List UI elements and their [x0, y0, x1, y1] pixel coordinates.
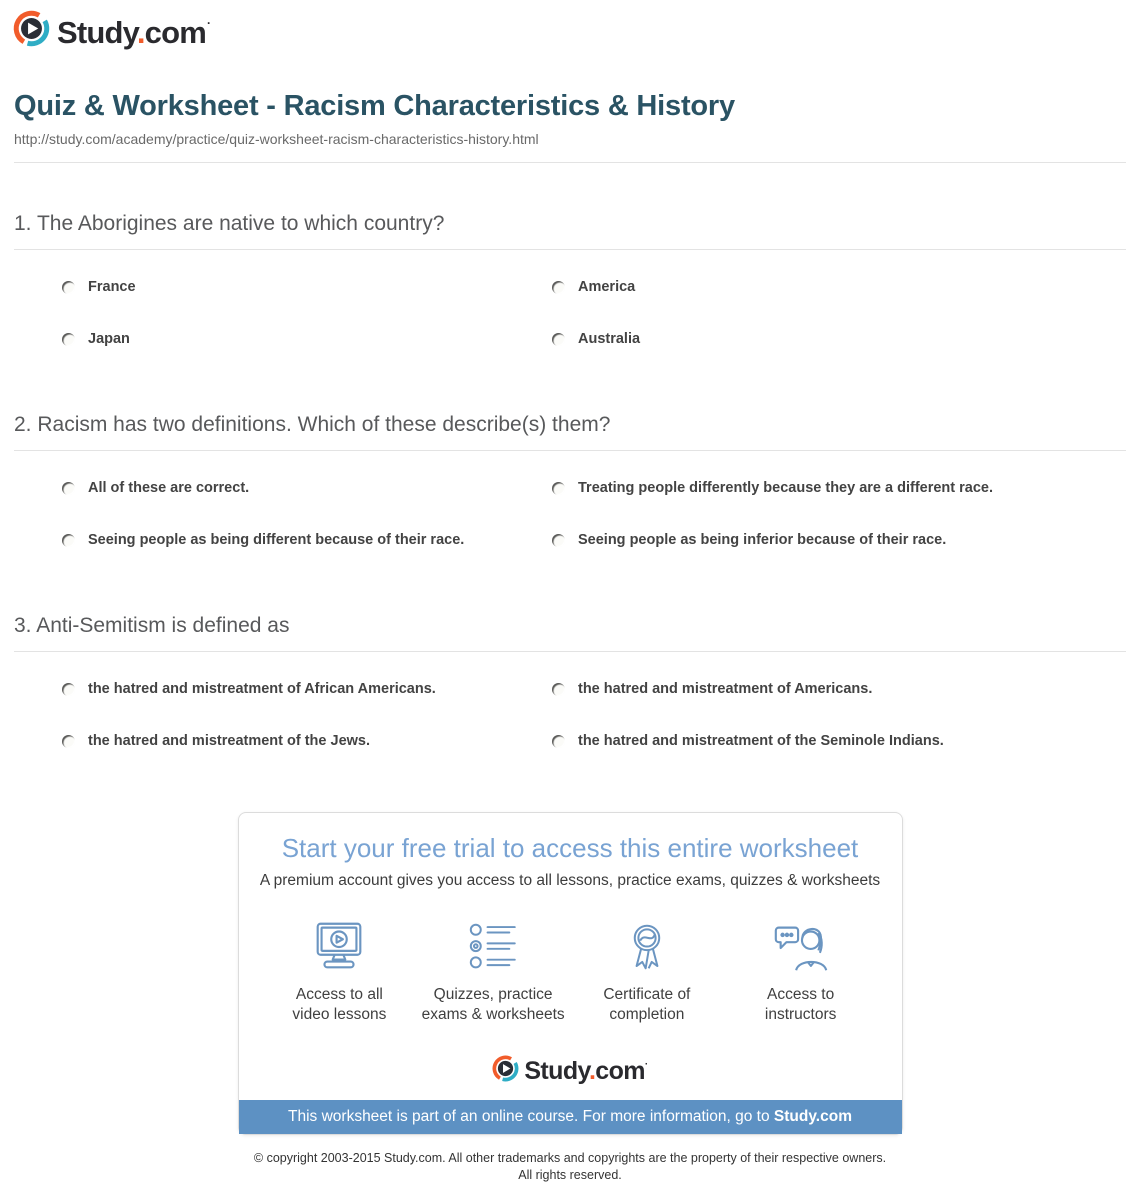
- answer-option-label: the hatred and mistreatment of the Jews.: [88, 733, 371, 749]
- feature-label: Access to all video lessons: [292, 986, 387, 1023]
- radio-button[interactable]: [552, 333, 565, 346]
- answer-option[interactable]: [62, 480, 552, 496]
- answer-option-label: France: [88, 279, 136, 295]
- question-block-1: [0, 212, 1140, 347]
- answer-option-label: All of these are correct.: [88, 480, 250, 496]
- site-logo[interactable]: [0, 0, 1140, 48]
- answer-option-label: Japan: [88, 331, 130, 347]
- logo-word-com: com: [144, 15, 206, 50]
- instructor-chat-icon: [770, 918, 832, 976]
- answer-option[interactable]: [62, 331, 552, 347]
- radio-button[interactable]: [62, 735, 75, 748]
- radio-button[interactable]: [552, 281, 565, 294]
- answer-option[interactable]: [62, 681, 552, 697]
- studycom-play-icon: [492, 1055, 519, 1082]
- answer-option[interactable]: [552, 480, 1126, 496]
- question-text: 1. The Aborigines are native to which country?: [14, 212, 445, 235]
- answer-options: [62, 681, 1126, 749]
- answer-option[interactable]: [552, 532, 1126, 548]
- banner-text: This worksheet is part of an online course. For more information, go to: [288, 1108, 774, 1125]
- card-logo-text: Study.com·: [524, 1057, 648, 1085]
- answer-option-label: Seeing people as being inferior because of their race.: [578, 532, 947, 548]
- radio-button[interactable]: [62, 482, 75, 495]
- radio-button[interactable]: [552, 735, 565, 748]
- course-banner: [239, 1100, 902, 1134]
- answer-option-label: Australia: [578, 331, 641, 347]
- divider: [14, 651, 1126, 652]
- answer-option[interactable]: [62, 532, 552, 548]
- trademark-mark: ·: [206, 16, 211, 30]
- quiz-list-icon: [464, 918, 522, 976]
- page-url: http://study.com/academy/practice/quiz-worksheet-racism-characteristics-history.html: [14, 131, 539, 147]
- trial-heading: Start your free trial to access this entire worksheet: [281, 833, 859, 863]
- radio-button[interactable]: [62, 333, 75, 346]
- radio-button[interactable]: [552, 683, 565, 696]
- radio-button[interactable]: [62, 281, 75, 294]
- answer-option[interactable]: [552, 279, 1126, 295]
- feature-certificate: [570, 918, 724, 1025]
- copyright-notice: [0, 1150, 1140, 1184]
- divider: [14, 249, 1126, 250]
- page-title: Quiz & Worksheet - Racism Characteristics & History: [14, 90, 735, 122]
- feature-list: [239, 918, 902, 1025]
- answer-option[interactable]: [552, 331, 1126, 347]
- banner-study-link[interactable]: Study.com: [773, 1108, 852, 1125]
- video-monitor-icon: [308, 918, 370, 976]
- question-text: 2. Racism has two definitions. Which of these describe(s) them?: [14, 413, 611, 436]
- logo-word-study: Study: [57, 15, 137, 50]
- answer-options: [62, 279, 1126, 347]
- site-logo-text: [57, 5, 210, 51]
- feature-video-lessons: [263, 918, 417, 1025]
- answer-option-label: the hatred and mistreatment of African Americans.: [88, 681, 436, 697]
- certificate-ribbon-icon: [618, 918, 676, 976]
- answer-option[interactable]: [62, 279, 552, 295]
- answer-option[interactable]: [552, 681, 1126, 697]
- question-block-2: [0, 413, 1140, 548]
- card-logo: [239, 1051, 902, 1085]
- trial-subheading: A premium account gives you access to all lessons, practice exams, quizzes & worksheets: [259, 872, 881, 889]
- feature-label: Access to instructors: [764, 986, 837, 1023]
- radio-button[interactable]: [552, 482, 565, 495]
- copyright-line-1: © copyright 2003-2015 Study.com. All other trademarks and copyrights are the property of their respective owners.: [253, 1151, 887, 1165]
- answer-option-label: Treating people differently because they are a different race.: [578, 480, 993, 496]
- feature-label: Quizzes, practice exams & worksheets: [421, 986, 565, 1023]
- studycom-play-icon: [13, 10, 50, 47]
- free-trial-card: [238, 812, 903, 1135]
- radio-button[interactable]: [552, 534, 565, 547]
- logo-dot: .: [136, 15, 145, 50]
- question-block-3: [0, 614, 1140, 749]
- answer-option[interactable]: [552, 733, 1126, 749]
- divider: [14, 450, 1126, 451]
- answer-option-label: the hatred and mistreatment of Americans.: [578, 681, 873, 697]
- radio-button[interactable]: [62, 534, 75, 547]
- copyright-line-2: All rights reserved.: [518, 1168, 622, 1182]
- feature-label: Certificate of completion: [603, 986, 691, 1023]
- question-text: 3. Anti-Semitism is defined as: [14, 614, 290, 637]
- answer-options: [62, 480, 1126, 548]
- divider: [14, 162, 1126, 163]
- feature-instructors: [724, 918, 878, 1025]
- radio-button[interactable]: [62, 683, 75, 696]
- answer-option[interactable]: [62, 733, 552, 749]
- feature-quizzes: [416, 918, 570, 1025]
- answer-option-label: the hatred and mistreatment of the Seminole Indians.: [578, 733, 944, 749]
- answer-option-label: America: [578, 279, 636, 295]
- answer-option-label: Seeing people as being different because of their race.: [88, 532, 465, 548]
